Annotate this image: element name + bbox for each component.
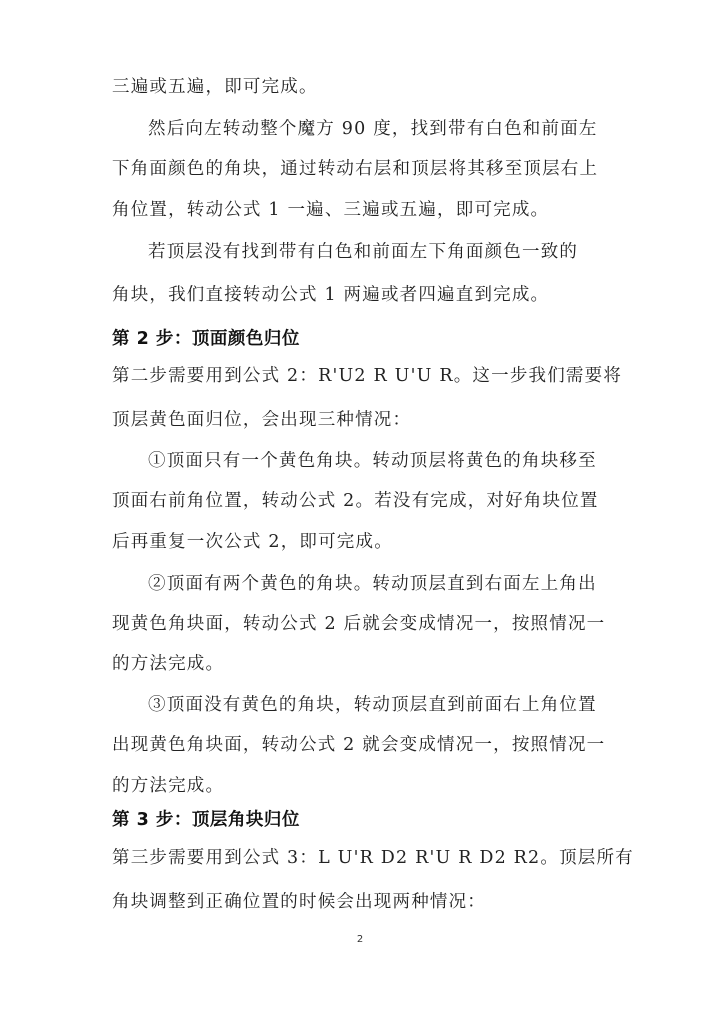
text-line: 的方法完成。 bbox=[112, 776, 225, 796]
text-line: 然后向左转动整个魔方 90 度，找到带有白色和前面左 bbox=[148, 119, 598, 139]
section-heading: 第 2 步：顶面颜色归位 bbox=[112, 329, 300, 349]
section-heading: 第 3 步：顶层角块归位 bbox=[112, 810, 300, 830]
text-line: 出现黄色角块面，转动公式 2 就会变成情况一，按照情况一 bbox=[112, 735, 606, 755]
text-line: 后再重复一次公式 2，即可完成。 bbox=[112, 532, 393, 552]
text-line: 第二步需要用到公式 2：R'U2 R U'U R。这一步我们需要将 bbox=[112, 366, 623, 386]
text-line: 角块，我们直接转动公式 1 两遍或者四遍直到完成。 bbox=[112, 285, 550, 305]
text-line: ①顶面只有一个黄色角块。转动顶层将黄色的角块移至 bbox=[148, 451, 597, 471]
text-line: 下角面颜色的角块，通过转动右层和顶层将其移至顶层右上 bbox=[112, 159, 599, 179]
text-line: 三遍或五遍，即可完成。 bbox=[112, 77, 318, 97]
page-number: 2 bbox=[356, 934, 364, 945]
text-line: 第三步需要用到公式 3：L U'R D2 R'U R D2 R2。顶层所有 bbox=[112, 848, 634, 868]
text-line: 若顶层没有找到带有白色和前面左下角面颜色一致的 bbox=[148, 242, 579, 262]
text-line: 角位置，转动公式 1 一遍、三遍或五遍，即可完成。 bbox=[112, 200, 550, 220]
text-line: 顶面右前角位置，转动公式 2。若没有完成，对好角块位置 bbox=[112, 491, 599, 511]
text-line: 现黄色角块面，转动公式 2 后就会变成情况一，按照情况一 bbox=[112, 614, 606, 634]
text-line: 顶层黄色面归位，会出现三种情况： bbox=[112, 410, 412, 430]
text-line: ②顶面有两个黄色的角块。转动顶层直到右面左上角出 bbox=[148, 574, 597, 594]
text-line: 角块调整到正确位置的时候会出现两种情况： bbox=[112, 892, 486, 912]
text-line: 的方法完成。 bbox=[112, 654, 225, 674]
text-line: ③顶面没有黄色的角块，转动顶层直到前面右上角位置 bbox=[148, 695, 597, 715]
